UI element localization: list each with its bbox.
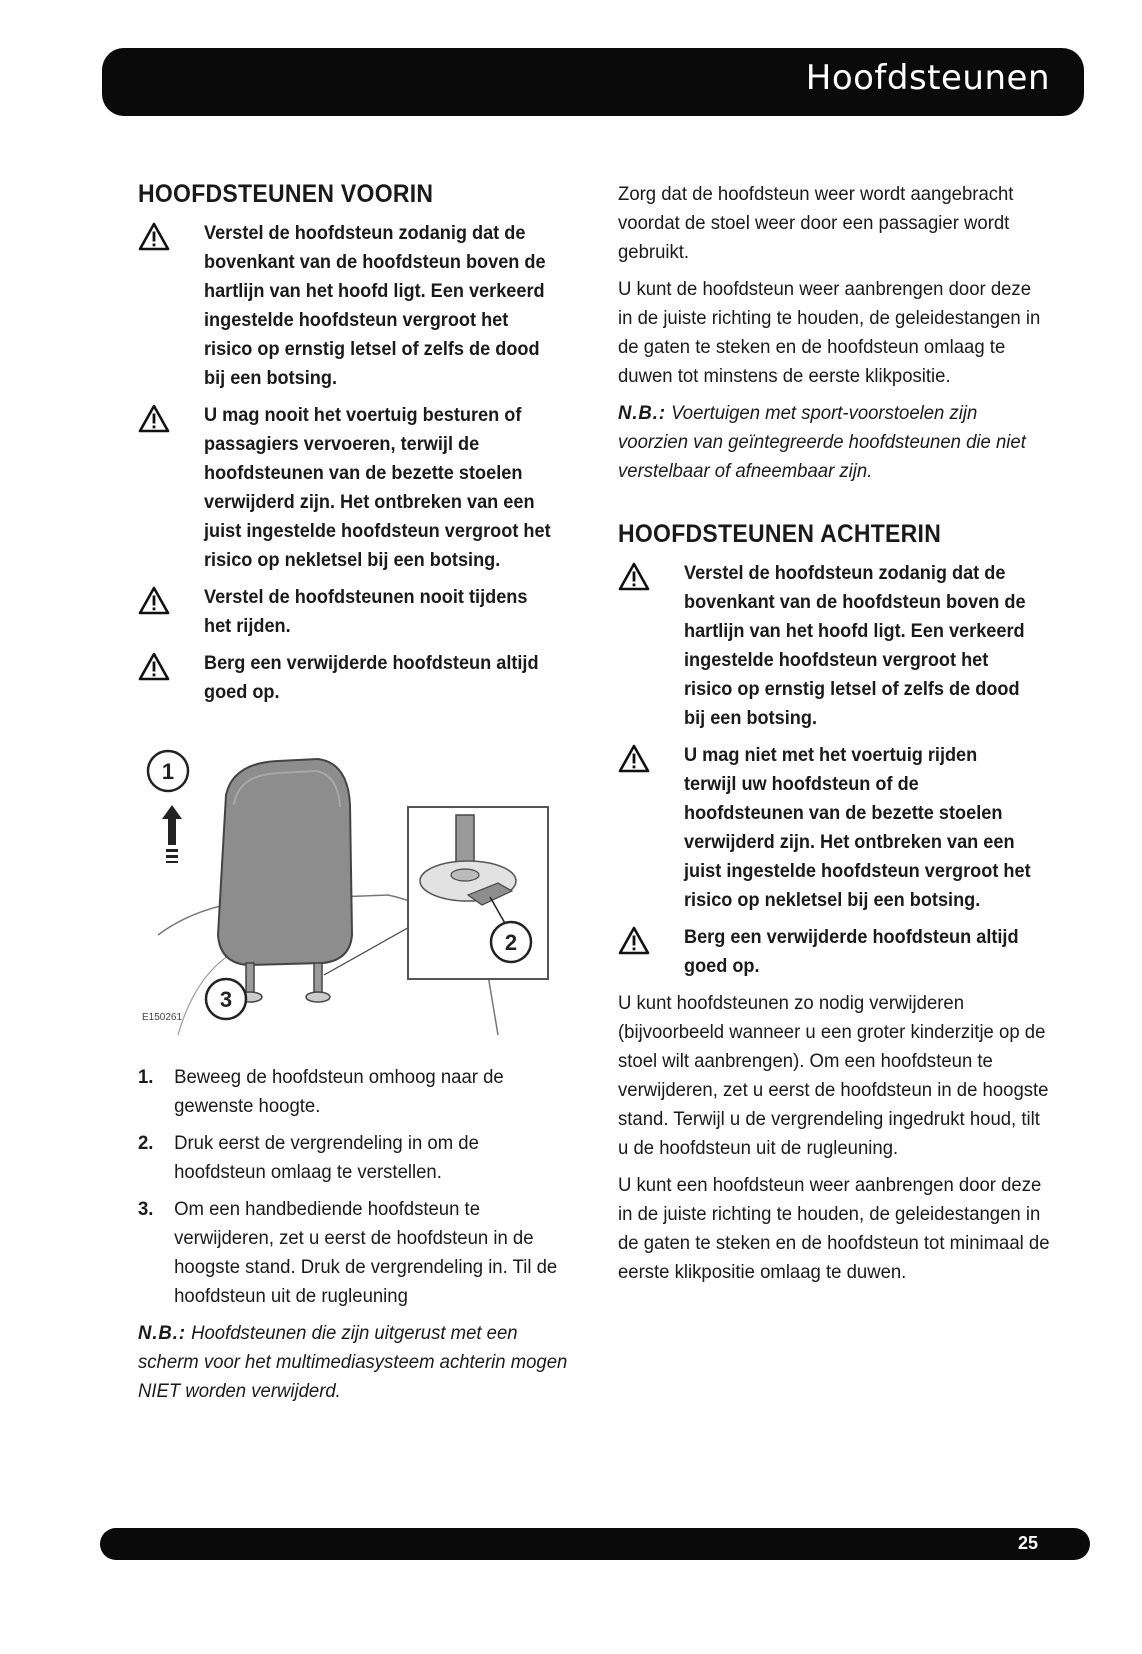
note-sport-seats bbox=[618, 399, 1050, 486]
warning-text: Berg een verwijderde hoofdsteun altijd goed op. bbox=[204, 652, 539, 703]
warning-item bbox=[618, 559, 1058, 733]
body-paragraph: Zorg dat de hoofdsteun weer wordt aangebracht voordat de stoel weer door een passagier wordt gebruikt. bbox=[618, 183, 1014, 263]
page-number: 25 bbox=[1017, 1533, 1038, 1553]
warning-item bbox=[618, 923, 1058, 981]
warning-text: Berg een verwijderde hoofdsteun altijd goed op. bbox=[684, 926, 1019, 977]
warning-item bbox=[618, 741, 1058, 915]
step-number: 2. bbox=[138, 1132, 154, 1154]
body-paragraph: U kunt de hoofdsteun weer aanbrengen door deze in de juiste richting te houden, de geleidestangen in de gaten te steken en de hoofdsteun omlaag te duwen tot minstens de eerste klikpositie. bbox=[618, 278, 1041, 387]
warning-text: Verstel de hoofdsteunen nooit tijdens het rijden. bbox=[204, 586, 528, 637]
left-column bbox=[138, 180, 578, 1416]
right-column bbox=[618, 180, 1058, 1295]
note-front bbox=[138, 1319, 570, 1406]
section-heading-front: HOOFDSTEUNEN VOORIN bbox=[138, 180, 434, 208]
step-number: 3. bbox=[138, 1198, 154, 1220]
warning-item bbox=[138, 219, 578, 393]
warning-item bbox=[138, 649, 578, 707]
step-number: 1. bbox=[138, 1066, 154, 1088]
warning-triangle-icon bbox=[138, 222, 170, 252]
headrest-illustration bbox=[138, 735, 578, 1045]
list-item bbox=[138, 1063, 570, 1121]
warning-triangle-icon bbox=[618, 926, 650, 956]
body-paragraph: U kunt een hoofdsteun weer aanbrengen door deze in de juiste richting te houden, de geleidestangen in de gaten te steken en de hoofdsteun tot minimaal de eerste klikpositie omlaag te duwen. bbox=[618, 1174, 1050, 1283]
page-title: Hoofdsteunen bbox=[805, 58, 1050, 98]
section-heading-rear: HOOFDSTEUNEN ACHTERIN bbox=[618, 520, 942, 548]
warning-text: Verstel de hoofdsteun zodanig dat de bovenkant van de hoofdsteun boven de hartlijn van het hoofd ligt. Een verkeerd ingestelde hoofdsteun vergroot het risico op ernstig letsel of zelfs de dood bij een botsing. bbox=[684, 562, 1026, 729]
headrest-drawing bbox=[138, 735, 578, 1045]
step-list bbox=[138, 1063, 578, 1311]
list-item bbox=[138, 1195, 570, 1311]
warning-text: U mag nooit het voertuig besturen of passagiers vervoeren, terwijl de hoofdsteunen van de bezette stoelen verwijderd zijn. Het ontbreken van een juist ingestelde hoofdsteun vergroot het risico op nekletsel bij een botsing. bbox=[204, 404, 551, 571]
list-item bbox=[138, 1129, 570, 1187]
warning-triangle-icon bbox=[618, 744, 650, 774]
warning-text: Verstel de hoofdsteun zodanig dat de bovenkant van de hoofdsteun boven de hartlijn van het hoofd ligt. Een verkeerd ingestelde hoofdsteun vergroot het risico op ernstig letsel of zelfs de dood bij een botsing. bbox=[204, 222, 546, 389]
warning-item bbox=[138, 583, 578, 641]
note-label: N.B.: bbox=[618, 402, 666, 424]
warning-item bbox=[138, 401, 578, 575]
header-bar bbox=[102, 48, 1084, 116]
step-text: Beweeg de hoofdsteun omhoog naar de gewenste hoogte. bbox=[174, 1066, 504, 1117]
note-label: N.B.: bbox=[138, 1322, 186, 1344]
step-text: Druk eerst de vergrendeling in om de hoofdsteun omlaag te verstellen. bbox=[174, 1132, 479, 1183]
body-paragraph: U kunt hoofdsteunen zo nodig verwijderen (bijvoorbeeld wanneer u een groter kinderzitje op de stoel wilt aanbrengen). Om een hoofdsteun te verwijderen, zet u eerst de hoofdsteun in de hoogste stand. Terwijl u de vergrendeling ingedrukt houd, tilt u de hoofdsteun uit de rugleuning. bbox=[618, 992, 1049, 1159]
note-text: Voertuigen met sport-voorstoelen zijn voorzien van geïntegreerde hoofdsteunen die niet verstelbaar of afneembaar zijn. bbox=[618, 402, 1026, 482]
step-text: Om een handbediende hoofdsteun te verwijderen, zet u eerst de hoofdsteun in de hoogste stand. Druk de vergrendeling in. Til de hoofdsteun uit de rugleuning bbox=[174, 1198, 558, 1307]
warning-triangle-icon bbox=[138, 652, 170, 682]
callout-2: 2 bbox=[504, 930, 518, 955]
figure-code: E150261 bbox=[142, 1012, 183, 1023]
footer-bar bbox=[100, 1528, 1090, 1560]
callout-3: 3 bbox=[219, 987, 233, 1012]
note-text: Hoofdsteunen die zijn uitgerust met een scherm voor het multimediasysteem achterin mogen NIET worden verwijderd. bbox=[138, 1322, 568, 1402]
warning-triangle-icon bbox=[138, 586, 170, 616]
warning-triangle-icon bbox=[138, 404, 170, 434]
warning-text: U mag niet met het voertuig rijden terwijl uw hoofdsteun of de hoofdsteunen van de bezette stoelen verwijderd zijn. Het ontbreken van een juist ingestelde hoofdsteun vergroot het risico op nekletsel bij een botsing. bbox=[684, 744, 1031, 911]
callout-1: 1 bbox=[161, 759, 175, 784]
warning-triangle-icon bbox=[618, 562, 650, 592]
